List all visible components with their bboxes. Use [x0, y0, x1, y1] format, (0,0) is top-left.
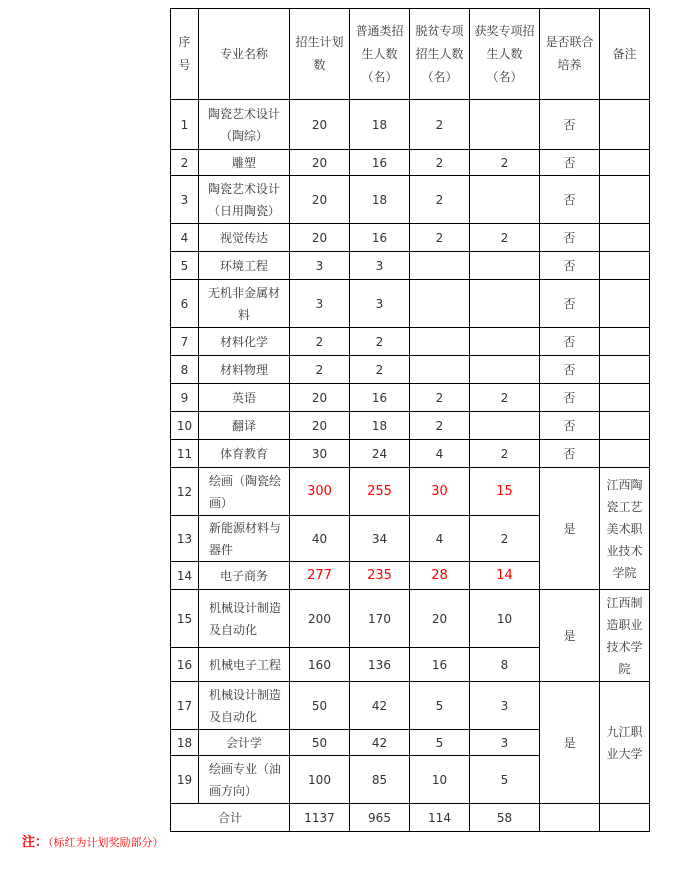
cell-award: 3 — [470, 682, 540, 730]
table-row — [171, 328, 650, 356]
table-row — [171, 176, 650, 224]
cell-joint: 否 — [540, 100, 600, 150]
cell-general: 2 — [350, 356, 410, 384]
cell-award — [470, 328, 540, 356]
cell-poverty: 28 — [410, 562, 470, 590]
cell-major: 绘画专业（油画方向） — [199, 756, 290, 804]
cell-poverty: 2 — [410, 384, 470, 412]
cell-seq: 10 — [171, 412, 199, 440]
cell-major: 翻译 — [199, 412, 290, 440]
cell-plan: 100 — [290, 756, 350, 804]
cell-seq: 15 — [171, 590, 199, 648]
cell-joint: 否 — [540, 328, 600, 356]
cell-plan: 20 — [290, 176, 350, 224]
cell-plan: 2 — [290, 356, 350, 384]
cell-major: 会计学 — [199, 730, 290, 756]
cell-major: 雕塑 — [199, 150, 290, 176]
cell-seq: 19 — [171, 756, 199, 804]
cell-award: 14 — [470, 562, 540, 590]
cell-major: 机械电子工程 — [199, 648, 290, 682]
header-plan: 招生计划数 — [290, 9, 350, 100]
enrollment-table — [170, 8, 650, 832]
cell-poverty — [410, 328, 470, 356]
cell-general: 16 — [350, 150, 410, 176]
cell-poverty: 16 — [410, 648, 470, 682]
cell-major: 环境工程 — [199, 252, 290, 280]
cell-remark — [600, 280, 650, 328]
cell-seq: 4 — [171, 224, 199, 252]
cell-joint: 否 — [540, 440, 600, 468]
cell-award: 3 — [470, 730, 540, 756]
cell-joint: 否 — [540, 412, 600, 440]
cell-plan: 20 — [290, 224, 350, 252]
cell-major: 陶瓷艺术设计（日用陶瓷） — [199, 176, 290, 224]
header-seq: 序号 — [171, 9, 199, 100]
cell-joint: 否 — [540, 252, 600, 280]
cell-poverty — [410, 280, 470, 328]
cell-poverty: 4 — [410, 440, 470, 468]
cell-award: 2 — [470, 516, 540, 562]
table-row — [171, 280, 650, 328]
cell-award — [470, 100, 540, 150]
total-remark — [600, 804, 650, 832]
cell-plan: 3 — [290, 252, 350, 280]
table-row — [171, 224, 650, 252]
cell-poverty: 2 — [410, 100, 470, 150]
cell-joint: 否 — [540, 176, 600, 224]
header-poverty: 脱贫专项招生人数（名） — [410, 9, 470, 100]
table-row — [171, 682, 650, 730]
cell-poverty: 5 — [410, 682, 470, 730]
cell-general: 170 — [350, 590, 410, 648]
cell-remark — [600, 252, 650, 280]
cell-general: 42 — [350, 730, 410, 756]
total-row — [171, 804, 650, 832]
cell-plan: 200 — [290, 590, 350, 648]
cell-seq: 1 — [171, 100, 199, 150]
cell-poverty: 20 — [410, 590, 470, 648]
cell-seq: 9 — [171, 384, 199, 412]
cell-award — [470, 280, 540, 328]
cell-award — [470, 356, 540, 384]
cell-plan: 2 — [290, 328, 350, 356]
cell-major: 机械设计制造及自动化 — [199, 590, 290, 648]
cell-seq: 17 — [171, 682, 199, 730]
cell-seq: 18 — [171, 730, 199, 756]
cell-remark: 江西制造职业技术学院 — [600, 590, 650, 682]
cell-major: 材料物理 — [199, 356, 290, 384]
cell-general: 34 — [350, 516, 410, 562]
cell-award — [470, 412, 540, 440]
cell-plan: 20 — [290, 384, 350, 412]
cell-seq: 8 — [171, 356, 199, 384]
total-award: 58 — [470, 804, 540, 832]
cell-poverty: 4 — [410, 516, 470, 562]
cell-remark — [600, 328, 650, 356]
cell-general: 235 — [350, 562, 410, 590]
cell-award: 2 — [470, 224, 540, 252]
cell-remark — [600, 384, 650, 412]
cell-seq: 3 — [171, 176, 199, 224]
cell-plan: 160 — [290, 648, 350, 682]
cell-plan: 277 — [290, 562, 350, 590]
cell-award: 2 — [470, 150, 540, 176]
cell-award: 2 — [470, 440, 540, 468]
table-row — [171, 440, 650, 468]
header-award: 获奖专项招生人数（名） — [470, 9, 540, 100]
cell-seq: 5 — [171, 252, 199, 280]
cell-plan: 50 — [290, 682, 350, 730]
cell-seq: 16 — [171, 648, 199, 682]
cell-major: 体育教育 — [199, 440, 290, 468]
cell-award: 15 — [470, 468, 540, 516]
cell-joint: 否 — [540, 150, 600, 176]
cell-joint: 是 — [540, 682, 600, 804]
cell-award: 2 — [470, 384, 540, 412]
cell-poverty: 2 — [410, 412, 470, 440]
table-row — [171, 252, 650, 280]
table-row — [171, 384, 650, 412]
cell-remark — [600, 440, 650, 468]
table-row — [171, 356, 650, 384]
cell-plan: 40 — [290, 516, 350, 562]
cell-seq: 14 — [171, 562, 199, 590]
cell-general: 18 — [350, 100, 410, 150]
table-row — [171, 412, 650, 440]
cell-general: 42 — [350, 682, 410, 730]
cell-joint: 否 — [540, 224, 600, 252]
cell-major: 陶瓷艺术设计（陶综） — [199, 100, 290, 150]
cell-general: 3 — [350, 252, 410, 280]
cell-remark — [600, 356, 650, 384]
cell-general: 16 — [350, 224, 410, 252]
header-major: 专业名称 — [199, 9, 290, 100]
total-general: 965 — [350, 804, 410, 832]
table-row — [171, 100, 650, 150]
cell-major: 电子商务 — [199, 562, 290, 590]
cell-remark — [600, 100, 650, 150]
cell-seq: 11 — [171, 440, 199, 468]
cell-general: 255 — [350, 468, 410, 516]
footnote-text: （标红为计划奖励部分） — [48, 836, 164, 849]
cell-remark: 江西陶瓷工艺美术职业技术学院 — [600, 468, 650, 590]
cell-plan: 20 — [290, 100, 350, 150]
cell-poverty: 30 — [410, 468, 470, 516]
cell-general: 85 — [350, 756, 410, 804]
header-general: 普通类招生人数（名） — [350, 9, 410, 100]
cell-award — [470, 252, 540, 280]
cell-general: 18 — [350, 176, 410, 224]
table-row — [171, 468, 650, 516]
cell-award — [470, 176, 540, 224]
cell-major: 机械设计制造及自动化 — [199, 682, 290, 730]
footnote-label: 注： — [22, 835, 49, 850]
cell-remark — [600, 150, 650, 176]
cell-seq: 7 — [171, 328, 199, 356]
total-label: 合计 — [171, 804, 290, 832]
footnote — [22, 831, 164, 850]
cell-plan: 300 — [290, 468, 350, 516]
table-row — [171, 150, 650, 176]
cell-major: 绘画（陶瓷绘画） — [199, 468, 290, 516]
total-plan: 1137 — [290, 804, 350, 832]
cell-remark — [600, 224, 650, 252]
cell-poverty: 2 — [410, 224, 470, 252]
cell-joint: 否 — [540, 356, 600, 384]
cell-general: 2 — [350, 328, 410, 356]
cell-general: 16 — [350, 384, 410, 412]
total-joint — [540, 804, 600, 832]
cell-plan: 20 — [290, 150, 350, 176]
cell-seq: 2 — [171, 150, 199, 176]
cell-joint: 否 — [540, 280, 600, 328]
cell-seq: 12 — [171, 468, 199, 516]
header-joint: 是否联合培养 — [540, 9, 600, 100]
cell-joint: 否 — [540, 384, 600, 412]
cell-general: 18 — [350, 412, 410, 440]
cell-remark — [600, 412, 650, 440]
cell-poverty — [410, 252, 470, 280]
cell-plan: 20 — [290, 412, 350, 440]
cell-major: 视觉传达 — [199, 224, 290, 252]
cell-award: 10 — [470, 590, 540, 648]
cell-major: 无机非金属材料 — [199, 280, 290, 328]
cell-major: 新能源材料与器件 — [199, 516, 290, 562]
total-poverty: 114 — [410, 804, 470, 832]
cell-general: 3 — [350, 280, 410, 328]
table-row — [171, 590, 650, 648]
cell-award: 5 — [470, 756, 540, 804]
cell-major: 材料化学 — [199, 328, 290, 356]
cell-poverty: 2 — [410, 176, 470, 224]
header-row — [171, 9, 650, 100]
cell-general: 24 — [350, 440, 410, 468]
header-remark: 备注 — [600, 9, 650, 100]
cell-joint: 是 — [540, 590, 600, 682]
cell-major: 英语 — [199, 384, 290, 412]
cell-remark: 九江职业大学 — [600, 682, 650, 804]
cell-seq: 6 — [171, 280, 199, 328]
cell-plan: 3 — [290, 280, 350, 328]
cell-remark — [600, 176, 650, 224]
cell-poverty: 10 — [410, 756, 470, 804]
cell-award: 8 — [470, 648, 540, 682]
cell-poverty: 2 — [410, 150, 470, 176]
cell-plan: 30 — [290, 440, 350, 468]
cell-plan: 50 — [290, 730, 350, 756]
cell-poverty: 5 — [410, 730, 470, 756]
cell-poverty — [410, 356, 470, 384]
cell-joint: 是 — [540, 468, 600, 590]
cell-seq: 13 — [171, 516, 199, 562]
cell-general: 136 — [350, 648, 410, 682]
